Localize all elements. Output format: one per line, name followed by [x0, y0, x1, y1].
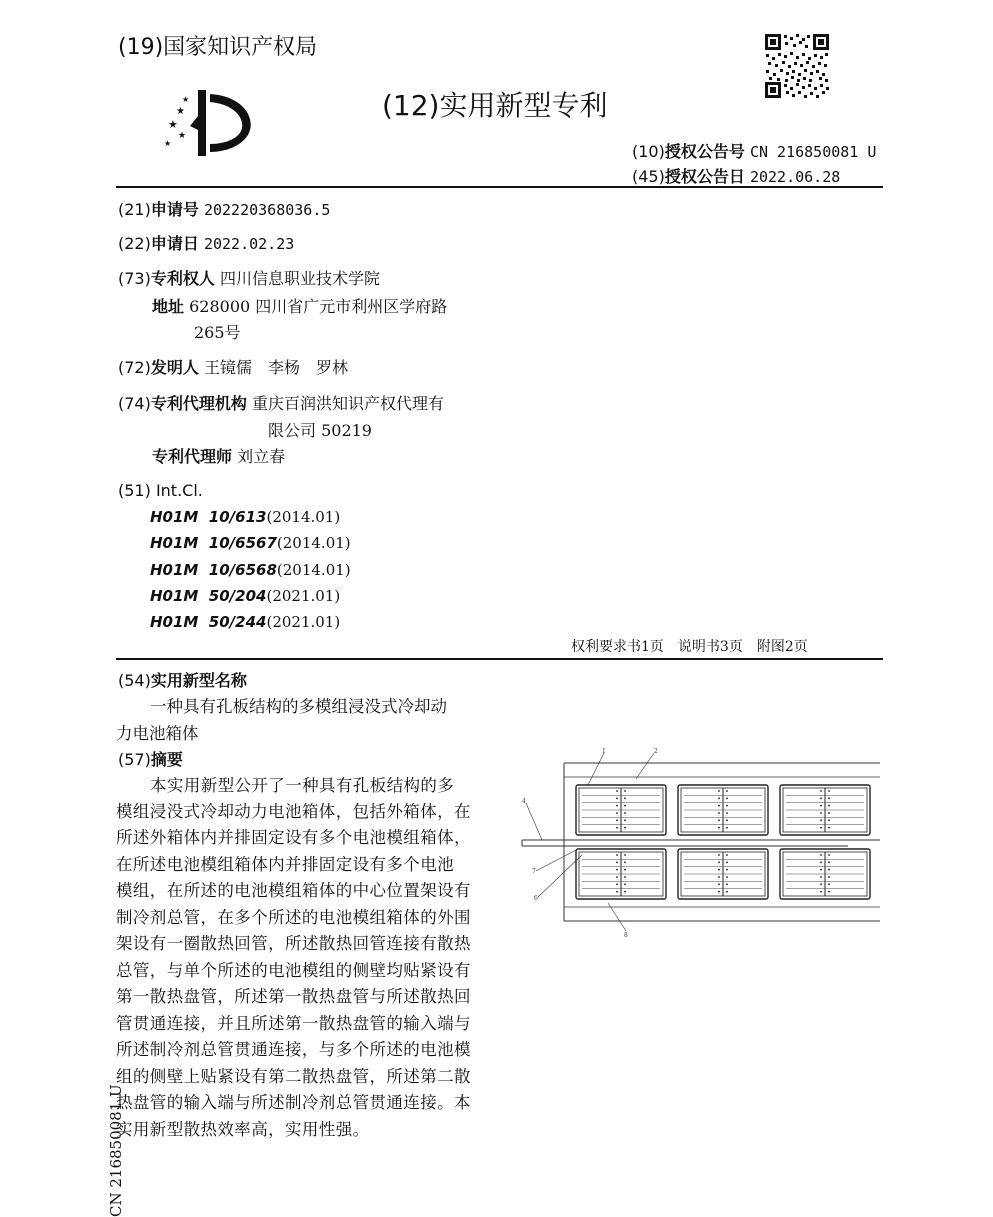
- ipc-code: H01M 50/204: [150, 587, 267, 605]
- ipc-entry: [150, 534, 351, 552]
- app-no-num: (21): [118, 200, 151, 219]
- utility-title-line2: 力电池箱体: [116, 724, 199, 743]
- app-no-value: 202220368036.5: [203, 201, 331, 219]
- svg-text:★: ★: [164, 139, 172, 148]
- header-divider: [116, 186, 883, 188]
- abstract-line: 本实用新型公开了一种具有孔板结构的多: [150, 776, 455, 795]
- svg-text:★: ★: [182, 95, 190, 104]
- address-row: [152, 294, 447, 317]
- patentee-value: 四川信息职业技术学院: [219, 269, 380, 288]
- abstract-line: 架设有一圈散热回管，所述散热回管连接有散热: [116, 934, 471, 953]
- abstract-line: 在所述电池模组箱体内并排固定设有多个电池: [116, 855, 454, 874]
- ipc-entry: [150, 508, 340, 526]
- abstract-line: 所述外箱体内并排固定设有多个电池模组箱体，: [116, 828, 471, 847]
- office-name: 国家知识产权局: [163, 35, 318, 60]
- doc-type-title: [382, 84, 608, 124]
- battery-module-box: [678, 849, 768, 899]
- pub-date-num: (45): [632, 167, 665, 186]
- ipc-num: (51): [118, 481, 151, 500]
- pub-number-value: CN 216850081 U: [749, 143, 877, 161]
- battery-module-box: [678, 785, 768, 835]
- figure-label: 2: [654, 748, 658, 755]
- abstract-figure: [518, 745, 883, 940]
- pub-number-label: 授权公告号: [664, 142, 745, 161]
- patentee-num: (73): [118, 269, 151, 288]
- abstract-line: 总管，与单个所述的电池模组的侧壁均贴紧设有: [116, 961, 471, 980]
- agent-value: 刘立春: [237, 447, 286, 466]
- ipc-entry: [150, 587, 340, 605]
- pub-number-row: [632, 139, 876, 162]
- abstract-header: [118, 747, 183, 770]
- address-line1: 628000 四川省广元市利州区学府路: [189, 297, 448, 316]
- abstract-line: 组的侧壁上贴紧设有第二散热盘管，所述第二散: [116, 1067, 471, 1086]
- pages-info: 权利要求书1页 说明书3页 附图2页: [571, 639, 808, 655]
- abstract-line: 模组浸没式冷却动力电池箱体，包括外箱体，在: [116, 802, 471, 821]
- pub-date-value: 2022.06.28: [749, 168, 841, 186]
- title-num: (54): [118, 671, 151, 690]
- ipc-header: [118, 481, 203, 500]
- abstract-line: 模组，在所述的电池模组箱体的中心位置架设有: [116, 881, 471, 900]
- agency-num: (74): [118, 394, 151, 413]
- doc-type-num: (12): [382, 89, 440, 122]
- utility-title-line1: 一种具有孔板结构的多模组浸没式冷却动: [150, 697, 447, 716]
- application-date-row: [118, 231, 294, 254]
- application-number-row: [118, 197, 330, 220]
- ipc-code: H01M 10/613: [150, 508, 267, 526]
- agent-row: [152, 444, 285, 467]
- abstract-line: 热盘管的输入端与所述制冷剂总管贯通连接。本: [116, 1093, 471, 1112]
- address-line2: 265号: [194, 323, 241, 342]
- ipc-code: H01M 10/6567: [150, 534, 277, 552]
- inventor-num: (72): [118, 358, 151, 377]
- svg-text:★: ★: [168, 118, 178, 131]
- abstract-num: (57): [118, 750, 151, 769]
- abstract-label: 摘要: [150, 750, 183, 769]
- battery-module-box: [780, 849, 870, 899]
- ipc-label: Int.Cl.: [155, 481, 203, 500]
- patentee-row: [118, 266, 380, 289]
- pub-date-label: 授权公告日: [664, 167, 745, 186]
- svg-text:★: ★: [178, 131, 187, 141]
- figure-label: 7: [532, 868, 536, 875]
- agent-label: 专利代理师: [152, 447, 233, 466]
- pub-number-num: (10): [632, 142, 665, 161]
- ipc-entry: [150, 561, 351, 579]
- ipc-entry: [150, 613, 340, 631]
- inventor-row: [118, 355, 348, 378]
- agency-label: 专利代理机构: [150, 394, 247, 413]
- ipc-date: (2014.01): [266, 508, 341, 526]
- ipc-date: (2014.01): [276, 534, 351, 552]
- patentee-label: 专利权人: [150, 269, 215, 288]
- abstract-line: 所述制冷剂总管贯通连接，与多个所述的电池模: [116, 1040, 471, 1059]
- pub-date-row: [632, 164, 840, 187]
- app-date-value: 2022.02.23: [203, 235, 295, 253]
- app-date-num: (22): [118, 234, 151, 253]
- ipc-code: H01M 10/6568: [150, 561, 277, 579]
- inventor-label: 发明人: [150, 358, 199, 377]
- office-header: [118, 30, 317, 61]
- svg-text:★: ★: [176, 106, 185, 117]
- side-pub-number: CN 216850081 U: [107, 1084, 125, 1217]
- battery-module-box: [576, 849, 666, 899]
- office-num: (19): [118, 35, 164, 60]
- figure-label: 4: [522, 798, 526, 805]
- abstract-line: 实用新型散热效率高，实用性强。: [116, 1120, 370, 1139]
- utility-title-header: [118, 668, 247, 691]
- figure-label: 8: [624, 932, 628, 939]
- abstract-line: 制冷剂总管，在多个所述的电池模组箱体的外围: [116, 908, 471, 927]
- agency-line2: 限公司 50219: [268, 421, 372, 440]
- ipc-date: (2014.01): [276, 561, 351, 579]
- ipc-date: (2021.01): [266, 613, 341, 631]
- qr-code: [764, 33, 830, 99]
- ipc-code: H01M 50/244: [150, 613, 267, 631]
- doc-type-text: 实用新型专利: [439, 89, 608, 122]
- cnipa-logo: [160, 86, 260, 158]
- title-label: 实用新型名称: [150, 671, 247, 690]
- agency-row: [118, 391, 444, 414]
- section-divider: [116, 658, 883, 660]
- inventor-value: 王镜儒 李杨 罗林: [203, 358, 348, 377]
- address-label: 地址: [152, 297, 185, 316]
- agency-line1: 重庆百润洪知识产权代理有: [251, 394, 444, 413]
- battery-module-box: [780, 785, 870, 835]
- figure-label: 1: [602, 748, 606, 755]
- app-date-label: 申请日: [150, 234, 199, 253]
- figure-label: 6: [534, 895, 538, 902]
- abstract-line: 管贯通连接，并且所述第一散热盘管的输入端与: [116, 1014, 471, 1033]
- app-no-label: 申请号: [150, 200, 199, 219]
- abstract-line: 第一散热盘管，所述第一散热盘管与所述散热回: [116, 987, 471, 1006]
- ipc-date: (2021.01): [266, 587, 341, 605]
- battery-module-box: [576, 785, 666, 835]
